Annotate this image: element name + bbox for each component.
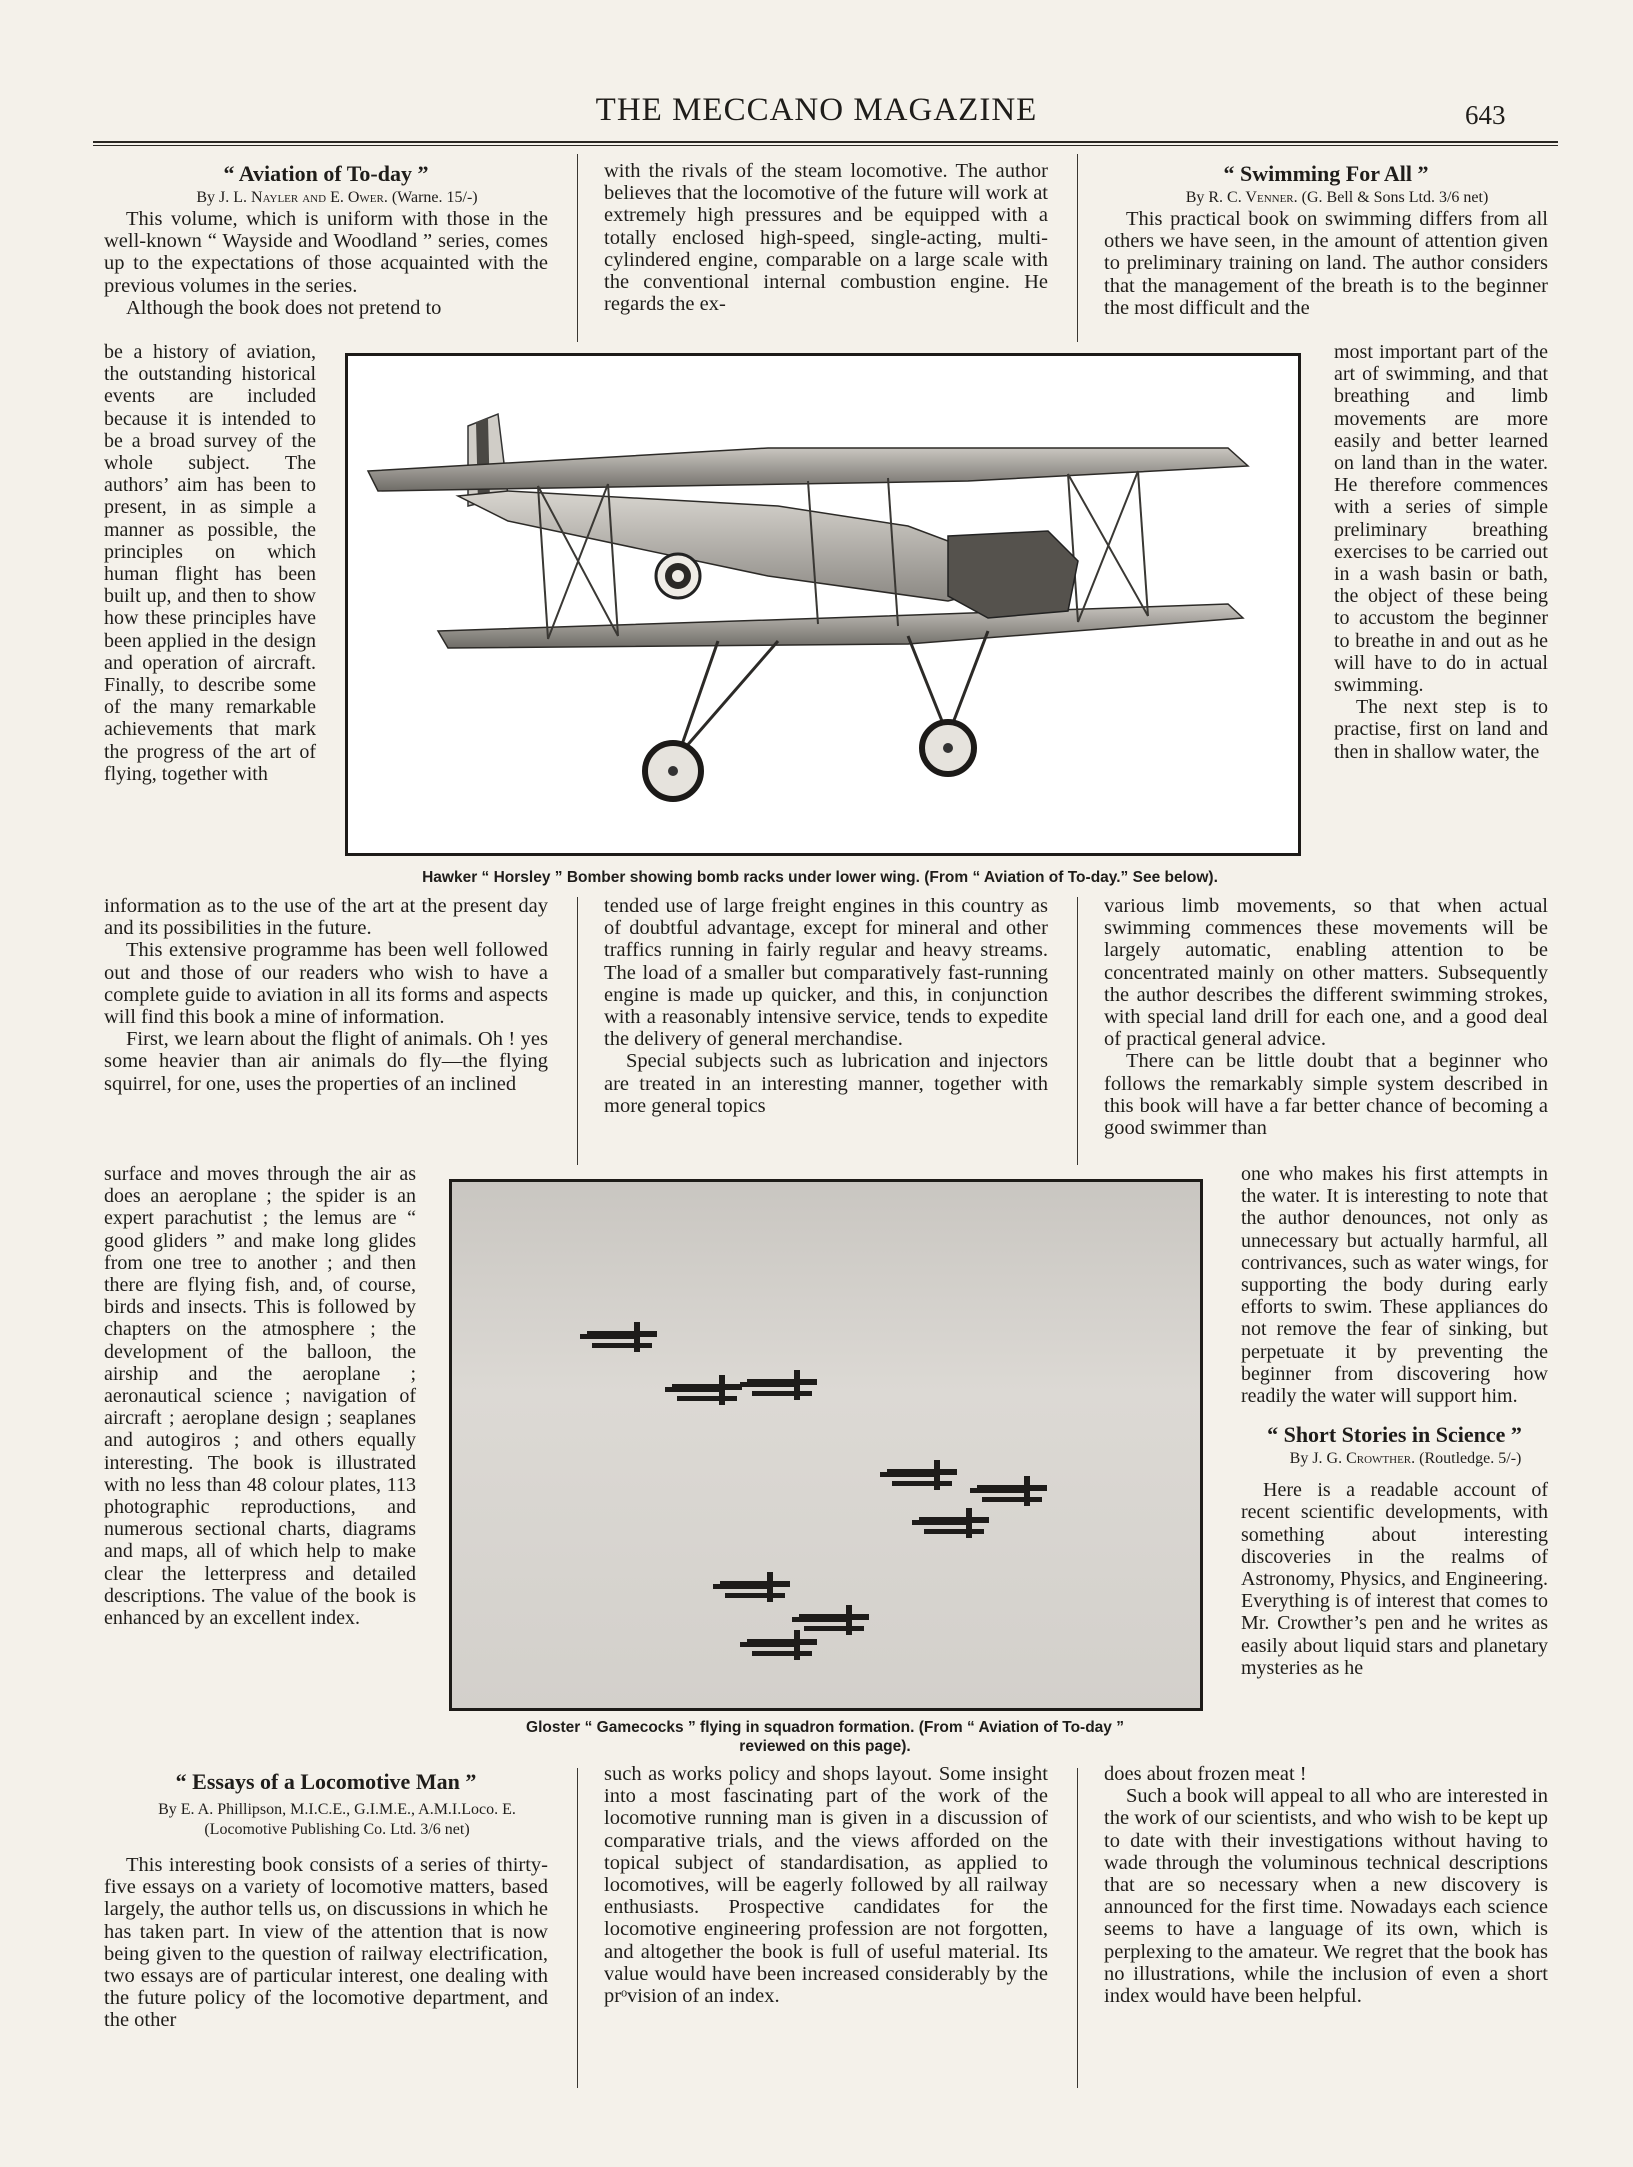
aviation-paragraph: This extensive programme has been well followed out and those of our readers who wish to have a complete guide to aviation in all its forms and aspects will find this book a mine of information. [104,939,548,1029]
horsley-caption: Hawker “ Horsley ” Bomber showing bomb racks under lower wing. (From “ Aviation of To-day.” See below). [422,869,1218,886]
locomotive-byline-1: By E. A. Phillipson, M.I.C.E., G.I.M.E., A.M.I.Loco. E. [158,1801,516,1818]
locomotive-paragraph: Special subjects such as lubrication and injectors are treated in an interesting manner, together with more general topics [604,1050,1048,1117]
locomotive-continued-top [604,160,1048,315]
horsley-bomber-photo [345,353,1301,856]
locomotive-review-title: “ Essays of a Locomotive Man ” [175,1769,477,1794]
swimming-review-title: “ Swimming For All ” [1223,161,1429,186]
gamecocks-caption [440,1718,1210,1756]
locomotive-paragraph: This interesting book consists of a series of thirty-five essays on a variety of locomotive matters, based largely, the author tells us, on discussions in which he has taken part. In view of the attention that is now being given to the question of railway electrification, two essays are of particular interest, one dealing with the future policy of the locomotive department, and the other [104,1854,548,2032]
swimming-paragraph: various limb movements, so that when actual swimming commences these movements will be largely automatic, enabling attention to be concentrated mainly on other matters. Subsequently the author describes the different swimming strokes, with special land drill for each one, and a good deal of practical general advice. [1104,895,1548,1051]
science-review-bottom [1104,1763,1548,2007]
page-number: 643 [1465,100,1506,130]
swimming-review-top [1104,160,1548,319]
column-divider [577,897,578,1165]
swimming-paragraph: This practical book on swimming differs from all others we have seen, in the amount of attention given to preliminary training on land. The author considers that the management of the breath is to the beginner the most difficult and the [1104,208,1548,319]
biplane-illustration [348,356,1298,853]
aviation-review-middle [104,895,548,1095]
aviation-byline: By J. L. Nayler and E. Ower. (Warne. 15/-) [196,189,478,206]
aviation-review-narrow [104,341,316,785]
locomotive-paragraph: tended use of large freight engines in this country as of doubtful advantage, except for mineral and other traffics running in fairly regular and heavy streams. The load of a smaller but comparatively fast-running engine is made up quicker, and this, in conjunction with a reasonably intensive service, tends to expedite the delivery of general merchandise. [604,895,1048,1051]
locomotive-review [104,1768,548,2032]
swimming-paragraph: The next step is to practise, first on land and then in shallow water, the [1334,696,1548,763]
swimming-paragraph: There can be little doubt that a beginner who follows the remarkably simple system described in this book will have a far better chance of becoming a good swimmer than [1104,1050,1548,1140]
gamecocks-caption-line-2: reviewed on this page). [739,1738,911,1755]
aviation-paragraph: Although the book does not pretend to [126,296,442,319]
science-paragraph: does about frozen meat ! [1104,1763,1307,1785]
aviation-review-bottom [104,1163,416,1629]
swimming-review-narrow [1334,341,1548,763]
science-review-title: “ Short Stories in Science ” [1267,1422,1522,1448]
header-rule [93,141,1558,146]
magazine-title: THE MECCANO MAGAZINE [595,92,1038,128]
aviation-paragraph: First, we learn about the flight of animals. Oh ! yes some heavier than air animals do fly—the flying squirrel, for one, uses the properties of an inclined [104,1028,548,1095]
aviation-paragraph: This volume, which is uniform with those in the well-known “ Wayside and Woodland ” series, comes up to the expectations of those acquainted with the previous volumes in the series. [104,208,548,297]
squadron-formation-illustration [452,1182,1200,1708]
swimming-byline: By R. C. Venner. (G. Bell & Sons Ltd. 3/6 net) [1185,189,1489,206]
aviation-paragraph: surface and moves through the air as does an aeroplane ; the spider is an expert parachutist ; the lemus are “ good gliders ” and make long glides from one tree to another ; and then there are flying fish, and, of course, birds and insects. This is followed by chapters on the atmosphere ; the development of the balloon, the airship and the aeroplane ; aeronautical science ; navigation of aircraft ; aeroplane design ; seaplanes and autogiros ; and others equally interesting. The book is illustrated with no less than 48 colour plates, 113 photographic reproductions, and numerous sectional charts, diagrams and maps, all of which help to make clear the letterpress and detailed descriptions. The value of the book is enhanced by an excellent index. [104,1163,416,1630]
locomotive-byline-2: (Locomotive Publishing Co. Ltd. 3/6 net) [204,1821,470,1838]
column-divider [1077,1768,1078,2088]
column-divider [577,154,578,342]
locomotive-paragraph: with the rivals of the steam locomotive. The author believes that the locomotive of the future will work at extremely high pressures and be equipped with a totally enclosed high-speed, single-acting, multi-cylindered engine, comparable on a large scale with the conventional internal combustion engine. He regards the ex- [604,160,1048,316]
swimming-review-middle [1104,895,1548,1139]
aviation-paragraph: information as to the use of the art at the present day and its possibilities in the future. [104,895,548,940]
science-paragraph: Such a book will appeal to all who are interested in the work of our scientists, and who wish to be kept up to date with their investigations without having to wade through the voluminous technical descriptions that are so necessary when a new discovery is announced for the first time. Nowadays each science seems to have a language of its own, which is perplexing to the amateur. We regret that the book has no illustrations, while the inclusion of even a short index would have been helpful. [1104,1785,1548,2008]
column-divider [577,1768,578,2088]
science-paragraph: Here is a readable account of recent scientific developments, with something about interesting discoveries in the realms of Astronomy, Physics, and Engineering. Everything is of interest that comes to Mr. Crowther’s pen and he writes as easily about liquid stars and planetary mysteries as he [1241,1479,1548,1679]
locomotive-continued-middle [604,895,1048,1117]
column-divider [1077,897,1078,1165]
aviation-paragraph: be a history of aviation, the outstanding historical events are included because it is intended to be a broad survey of the whole subject. The authors’ aim has been to present, in as simple a manner as possible, the principles on which human flight has been built up, and then to show how these principles have been applied in the design and operation of aircraft. Finally, to describe some of the many remarkable achievements that mark the progress of the art of flying, together with [104,341,316,785]
aviation-review-title: “ Aviation of To-day ” [223,161,429,186]
swimming-science-narrow [1241,1163,1548,1679]
locomotive-paragraph: such as works policy and shops layout. Some insight into a most fascinating part of the work of the locomotive running man is given in a discussion of comparative trials, and the views afforded on the topical subject of standardisation, as applied to locomotives, will be eagerly followed by all railway enthusiasts. Prospective candidates for the locomotive engineering profession are not forgotten, and altogether the book is full of useful material. Its value would have been increased considerably by the prᵒvision of an index. [604,1763,1048,2008]
column-divider [1077,154,1078,342]
aviation-review-top [104,160,548,319]
swimming-paragraph: most important part of the art of swimming, and that breathing and limb movements are more easily and better learned on land than in the water. He therefore commences with a series of simple preliminary breathing exercises to be carried out in a wash basin or bath, the object of these being to accustom the beginner to breathe in and out as he will have to do in actual swimming. [1334,341,1548,697]
swimming-paragraph: one who makes his first attempts in the water. It is interesting to note that the author denounces, not only as unnecessary but actually harmful, all contrivances, such as water wings, for supporting the body during early efforts to swim. These appliances do not remove the fear of sinking, but perpetuate it by preventing the beginner from discovering how readily the water will support him. [1241,1163,1548,1408]
gamecocks-formation-photo [449,1179,1203,1711]
science-byline: By J. G. Crowther. (Routledge. 5/-) [1289,1450,1522,1468]
gamecocks-caption-line-1: Gloster “ Gamecocks ” flying in squadron formation. (From “ Aviation of To-day ” [526,1719,1124,1736]
locomotive-continued-bottom [604,1763,1048,2007]
